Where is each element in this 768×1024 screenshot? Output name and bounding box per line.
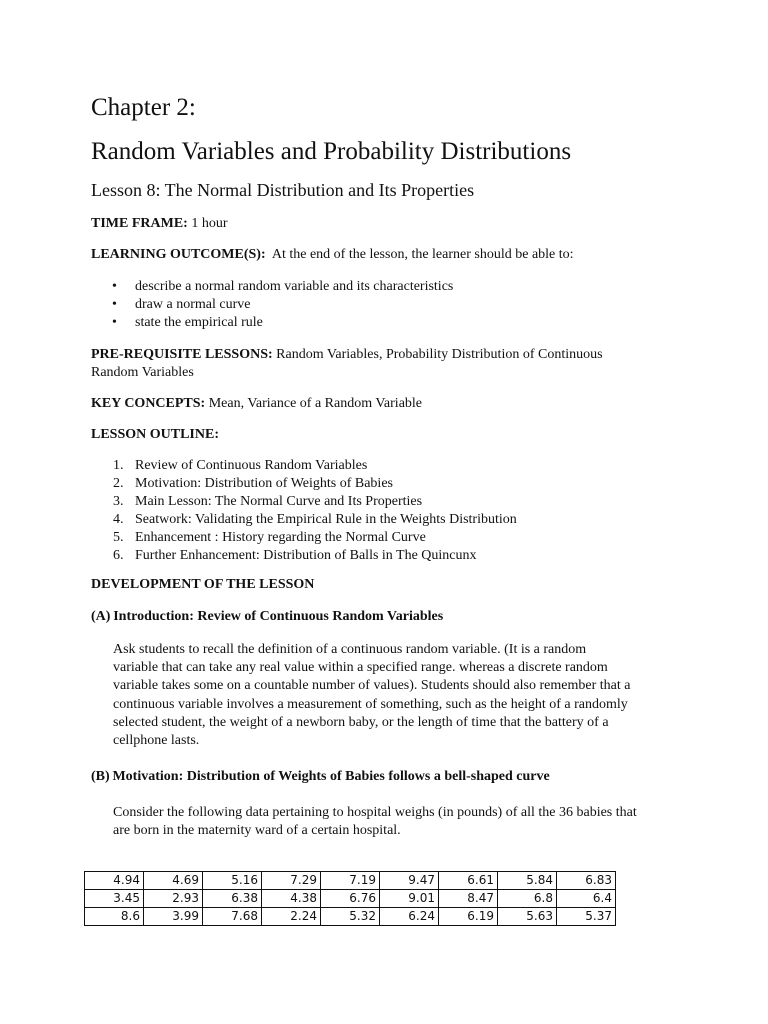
list-item	[91, 278, 453, 296]
table-cell: 2.93	[144, 890, 203, 908]
section-a-paragraph	[113, 641, 673, 750]
list-number: 5.	[113, 530, 124, 545]
time-frame-value: 1 hour	[191, 216, 228, 231]
prerequisites-label: PRE-REQUISITE LESSONS:	[91, 347, 273, 362]
learning-outcomes-intro: At the end of the lesson, the learner should be able to:	[271, 247, 574, 262]
list-item-text: Motivation: Distribution of Weights of Babies	[135, 476, 393, 491]
lesson-title: Lesson 8: The Normal Distribution and Its Properties	[91, 180, 475, 200]
table-cell: 7.68	[203, 908, 262, 926]
key-concepts-label: KEY CONCEPTS:	[91, 396, 206, 411]
table-cell: 4.94	[85, 872, 144, 890]
key-concepts	[91, 395, 422, 413]
table-cell: 6.76	[321, 890, 380, 908]
list-number: 6.	[113, 548, 124, 563]
list-item-text: describe a normal random variable and its characteristics	[135, 279, 454, 294]
table-cell: 5.84	[498, 872, 557, 890]
list-item-text: Enhancement : History regarding the Normal Curve	[135, 530, 426, 545]
time-frame-label: TIME FRAME:	[91, 216, 188, 231]
table-row	[85, 890, 616, 908]
bullet-icon: •	[112, 279, 117, 294]
section-b-paragraph	[113, 804, 673, 840]
paragraph-line: variable that can take any real value within a specified range. whereas a discrete random	[113, 660, 608, 676]
list-item-text: state the empirical rule	[135, 315, 263, 330]
table-cell: 6.19	[439, 908, 498, 926]
paragraph-line: variable takes some on a countable number of values). Students should also remember that a	[113, 678, 631, 694]
list-item	[91, 314, 453, 332]
table-cell: 6.61	[439, 872, 498, 890]
chapter-title: Random Variables and Probability Distributions	[91, 138, 572, 165]
table-cell: 9.01	[380, 890, 439, 908]
list-item	[91, 296, 453, 314]
learning-outcomes	[91, 246, 574, 264]
lesson-outline-list	[91, 457, 517, 565]
time-frame	[91, 215, 228, 233]
list-item-text: Review of Continuous Random Variables	[135, 458, 368, 473]
list-number: 4.	[113, 512, 124, 527]
section-b-heading: (B) Motivation: Distribution of Weights of Babies follows a bell-shaped curve	[91, 769, 550, 784]
table-cell: 3.45	[85, 890, 144, 908]
list-item	[91, 475, 517, 493]
table-cell: 5.37	[557, 908, 616, 926]
list-item	[91, 529, 517, 547]
table-row	[85, 908, 616, 926]
learning-outcomes-label: LEARNING OUTCOME(S):	[91, 247, 266, 262]
table-cell: 6.83	[557, 872, 616, 890]
learning-outcomes-list	[91, 278, 453, 332]
table-cell: 4.38	[262, 890, 321, 908]
list-number: 3.	[113, 494, 124, 509]
table-cell: 3.99	[144, 908, 203, 926]
table-cell: 7.19	[321, 872, 380, 890]
table-cell: 5.32	[321, 908, 380, 926]
list-item-text: Seatwork: Validating the Empirical Rule in the Weights Distribution	[135, 512, 517, 527]
chapter-heading: Chapter 2:	[91, 94, 196, 121]
paragraph-line: Ask students to recall the definition of a continuous random variable. (It is a random	[113, 642, 587, 657]
list-number: 2.	[113, 476, 124, 491]
paragraph-line: selected student, the weight of a newborn baby, or the length of time that the battery of a	[113, 714, 609, 730]
list-item	[91, 493, 517, 511]
table-cell: 7.29	[262, 872, 321, 890]
table-cell: 6.24	[380, 908, 439, 926]
paragraph-line: Consider the following data pertaining to hospital weighs (in pounds) of all the 36 babies that	[113, 805, 637, 820]
table-cell: 9.47	[380, 872, 439, 890]
list-item-text: Further Enhancement: Distribution of Balls in The Quincunx	[135, 548, 477, 563]
table-cell: 6.38	[203, 890, 262, 908]
key-concepts-value: Mean, Variance of a Random Variable	[208, 396, 423, 411]
paragraph-line: are born in the maternity ward of a certain hospital.	[113, 823, 401, 839]
bullet-icon: •	[112, 315, 117, 330]
list-item	[91, 511, 517, 529]
list-item-text: Main Lesson: The Normal Curve and Its Properties	[135, 494, 423, 509]
prerequisites-value: Random Variables, Probability Distribution of Continuous	[276, 347, 603, 362]
table-cell: 5.16	[203, 872, 262, 890]
table-cell: 4.69	[144, 872, 203, 890]
table-cell: 2.24	[262, 908, 321, 926]
table-cell: 6.8	[498, 890, 557, 908]
section-a-heading: (A) Introduction: Review of Continuous Random Variables	[91, 609, 444, 624]
bullet-icon: •	[112, 297, 117, 312]
development-heading: DEVELOPMENT OF THE LESSON	[91, 577, 315, 592]
list-item	[91, 547, 517, 565]
list-item-text: draw a normal curve	[135, 297, 251, 312]
paragraph-line: continuous variable involves a measurement of something, such as the height of a randomly	[113, 696, 628, 712]
list-number: 1.	[113, 458, 124, 473]
list-item	[91, 457, 517, 475]
table-cell: 6.4	[557, 890, 616, 908]
prerequisites-continued: Random Variables	[91, 365, 194, 380]
paragraph-line: cellphone lasts.	[113, 733, 200, 749]
lesson-outline-heading: LESSON OUTLINE:	[91, 427, 219, 442]
table-cell: 5.63	[498, 908, 557, 926]
table-cell: 8.47	[439, 890, 498, 908]
table-cell: 8.6	[85, 908, 144, 926]
baby-weights-table	[84, 871, 616, 926]
table-row	[85, 872, 616, 890]
prerequisites	[91, 346, 603, 364]
